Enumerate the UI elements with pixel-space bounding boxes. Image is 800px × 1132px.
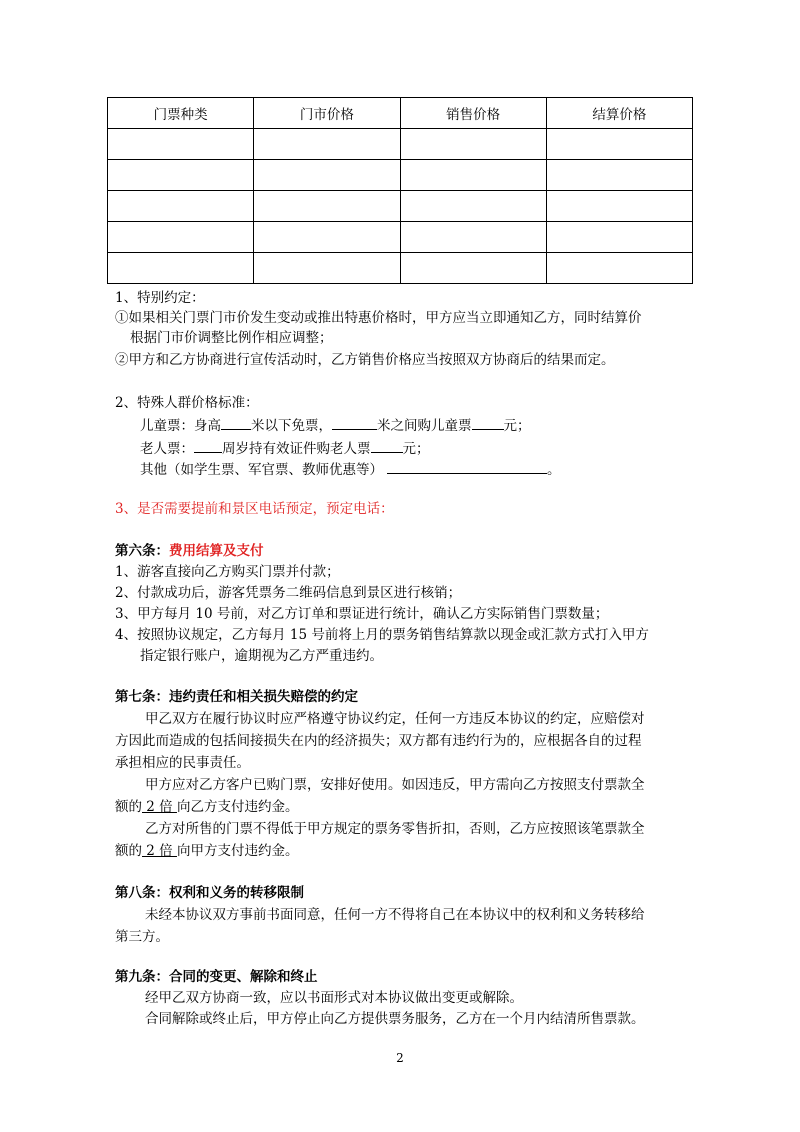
header-ticket-type: 门票种类 bbox=[108, 98, 254, 129]
table-cell bbox=[400, 160, 546, 191]
penalty-multiple: 2 倍 bbox=[142, 799, 177, 815]
table-cell bbox=[546, 191, 692, 222]
table-row bbox=[108, 222, 693, 253]
article-6-item-4-cont: 指定银行账户，逾期视为乙方严重违约。 bbox=[140, 648, 383, 664]
table-cell bbox=[108, 253, 254, 284]
article-8-para-cont: 第三方。 bbox=[115, 929, 169, 945]
child-height-range-blank bbox=[332, 415, 377, 430]
article-6-heading bbox=[115, 542, 264, 560]
table-cell bbox=[108, 191, 254, 222]
reservation-phone-line: 3、是否需要提前和景区电话预定，预定电话： bbox=[115, 501, 394, 517]
child-free-text: 米以下免票， bbox=[251, 418, 332, 434]
table-cell bbox=[254, 191, 400, 222]
article-6-title: 费用结算及支付 bbox=[169, 543, 264, 559]
table-row bbox=[108, 129, 693, 160]
table-cell bbox=[400, 253, 546, 284]
table-cell bbox=[546, 222, 692, 253]
table-cell bbox=[254, 222, 400, 253]
child-height-blank bbox=[221, 415, 251, 430]
page-number: 2 bbox=[396, 1051, 404, 1065]
table-row bbox=[108, 253, 693, 284]
article-7-para-1: 甲乙双方在履行协议时应严格遵守协议约定，任何一方违反本协议的约定，应赔偿对 bbox=[145, 711, 645, 727]
header-sale-price: 销售价格 bbox=[400, 98, 546, 129]
other-ticket-period: 。 bbox=[547, 462, 561, 478]
child-yuan: 元； bbox=[503, 418, 531, 434]
article-6-number: 第六条： bbox=[115, 543, 169, 559]
article-9-heading: 第九条：合同的变更、解除和终止 bbox=[115, 969, 318, 985]
table-cell bbox=[108, 160, 254, 191]
article-7-para-1-cont: 方因此而造成的包括间接损失在内的经济损失；双方都有违约行为的，应根据各自的过程 bbox=[115, 733, 642, 749]
article-7-para-3: 乙方对所售的门票不得低于甲方规定的票务零售折扣，否则，乙方应按照该笔票款全 bbox=[145, 821, 645, 837]
table-cell bbox=[254, 253, 400, 284]
table-cell bbox=[108, 129, 254, 160]
header-retail-price: 门市价格 bbox=[254, 98, 400, 129]
other-ticket-line bbox=[140, 459, 561, 479]
article-9-para-1: 经甲乙双方协商一致，应以书面形式对本协议做出变更或解除。 bbox=[145, 990, 523, 1006]
table-cell bbox=[400, 129, 546, 160]
article-7-para-2-pre: 额的 bbox=[115, 799, 142, 815]
senior-yuan: 元； bbox=[402, 441, 430, 457]
article-7-heading: 第七条：违约责任和相关损失赔偿的约定 bbox=[115, 689, 358, 705]
senior-ticket-line bbox=[140, 438, 430, 458]
other-ticket-label: 其他（如学生票、军官票、教师优惠等） bbox=[140, 462, 383, 478]
table-row bbox=[108, 191, 693, 222]
header-settlement-price: 结算价格 bbox=[546, 98, 692, 129]
child-ticket-line bbox=[140, 415, 531, 435]
special-term-2: ②甲方和乙方协商进行宣传活动时，乙方销售价格应当按照双方协商后的结果而定。 bbox=[115, 352, 615, 368]
other-ticket-blank bbox=[387, 459, 547, 474]
article-6-item-1: 1、游客直接向乙方购买门票并付款； bbox=[115, 564, 340, 580]
article-6-item-4: 4、按照协议规定，乙方每月 15 号前将上月的票务销售结算款以现金或汇款方式打入甲方 bbox=[115, 627, 649, 643]
senior-ticket-label: 老人票： bbox=[140, 441, 194, 457]
penalty-multiple: 2 倍 bbox=[142, 843, 177, 859]
table-cell bbox=[400, 222, 546, 253]
article-7-para-3-cont bbox=[115, 842, 298, 860]
table-cell bbox=[108, 222, 254, 253]
table-cell bbox=[400, 191, 546, 222]
child-ticket-text: 米之间购儿童票 bbox=[377, 418, 472, 434]
article-7-para-3-post: 向甲方支付违约金。 bbox=[176, 843, 299, 859]
child-price-blank bbox=[472, 415, 504, 430]
article-7-para-3-pre: 额的 bbox=[115, 843, 142, 859]
article-7-para-2-post: 向乙方支付违约金。 bbox=[176, 799, 299, 815]
table-header-row bbox=[108, 98, 693, 129]
special-group-heading: 2、特殊人群价格标准： bbox=[115, 395, 259, 411]
table-cell bbox=[546, 253, 692, 284]
table-cell bbox=[546, 160, 692, 191]
ticket-price-table bbox=[107, 97, 693, 284]
special-terms-heading: 1、特别约定： bbox=[115, 290, 205, 306]
senior-ticket-text: 周岁持有效证件购老人票 bbox=[222, 441, 371, 457]
table-row bbox=[108, 160, 693, 191]
article-9-para-2: 合同解除或终止后，甲方停止向乙方提供票务服务，乙方在一个月内结清所售票款。 bbox=[145, 1011, 645, 1027]
article-6-item-2: 2、付款成功后，游客凭票务二维码信息到景区进行核销； bbox=[115, 585, 462, 601]
article-7-para-1-end: 承担相应的民事责任。 bbox=[115, 755, 250, 771]
child-ticket-label: 儿童票：身高 bbox=[140, 418, 221, 434]
article-8-heading: 第八条：权利和义务的转移限制 bbox=[115, 885, 304, 901]
table-cell bbox=[546, 129, 692, 160]
table-cell bbox=[254, 129, 400, 160]
article-8-para: 未经本协议双方事前书面同意，任何一方不得将自己在本协议中的权利和义务转移给 bbox=[145, 907, 645, 923]
article-7-para-2: 甲方应对乙方客户已购门票，安排好使用。如因违反，甲方需向乙方按照支付票款全 bbox=[145, 777, 645, 793]
senior-price-blank bbox=[371, 438, 403, 453]
table-cell bbox=[254, 160, 400, 191]
special-term-1: ①如果相关门票门市价发生变动或推出特惠价格时，甲方应当立即通知乙方，同时结算价 bbox=[115, 310, 642, 326]
article-7-para-2-cont bbox=[115, 798, 298, 816]
special-term-1-cont: 根据门市价调整比例作相应调整； bbox=[130, 330, 333, 346]
article-6-item-3: 3、甲方每月 10 号前，对乙方订单和票证进行统计，确认乙方实际销售门票数量； bbox=[115, 606, 609, 622]
senior-age-blank bbox=[194, 438, 222, 453]
